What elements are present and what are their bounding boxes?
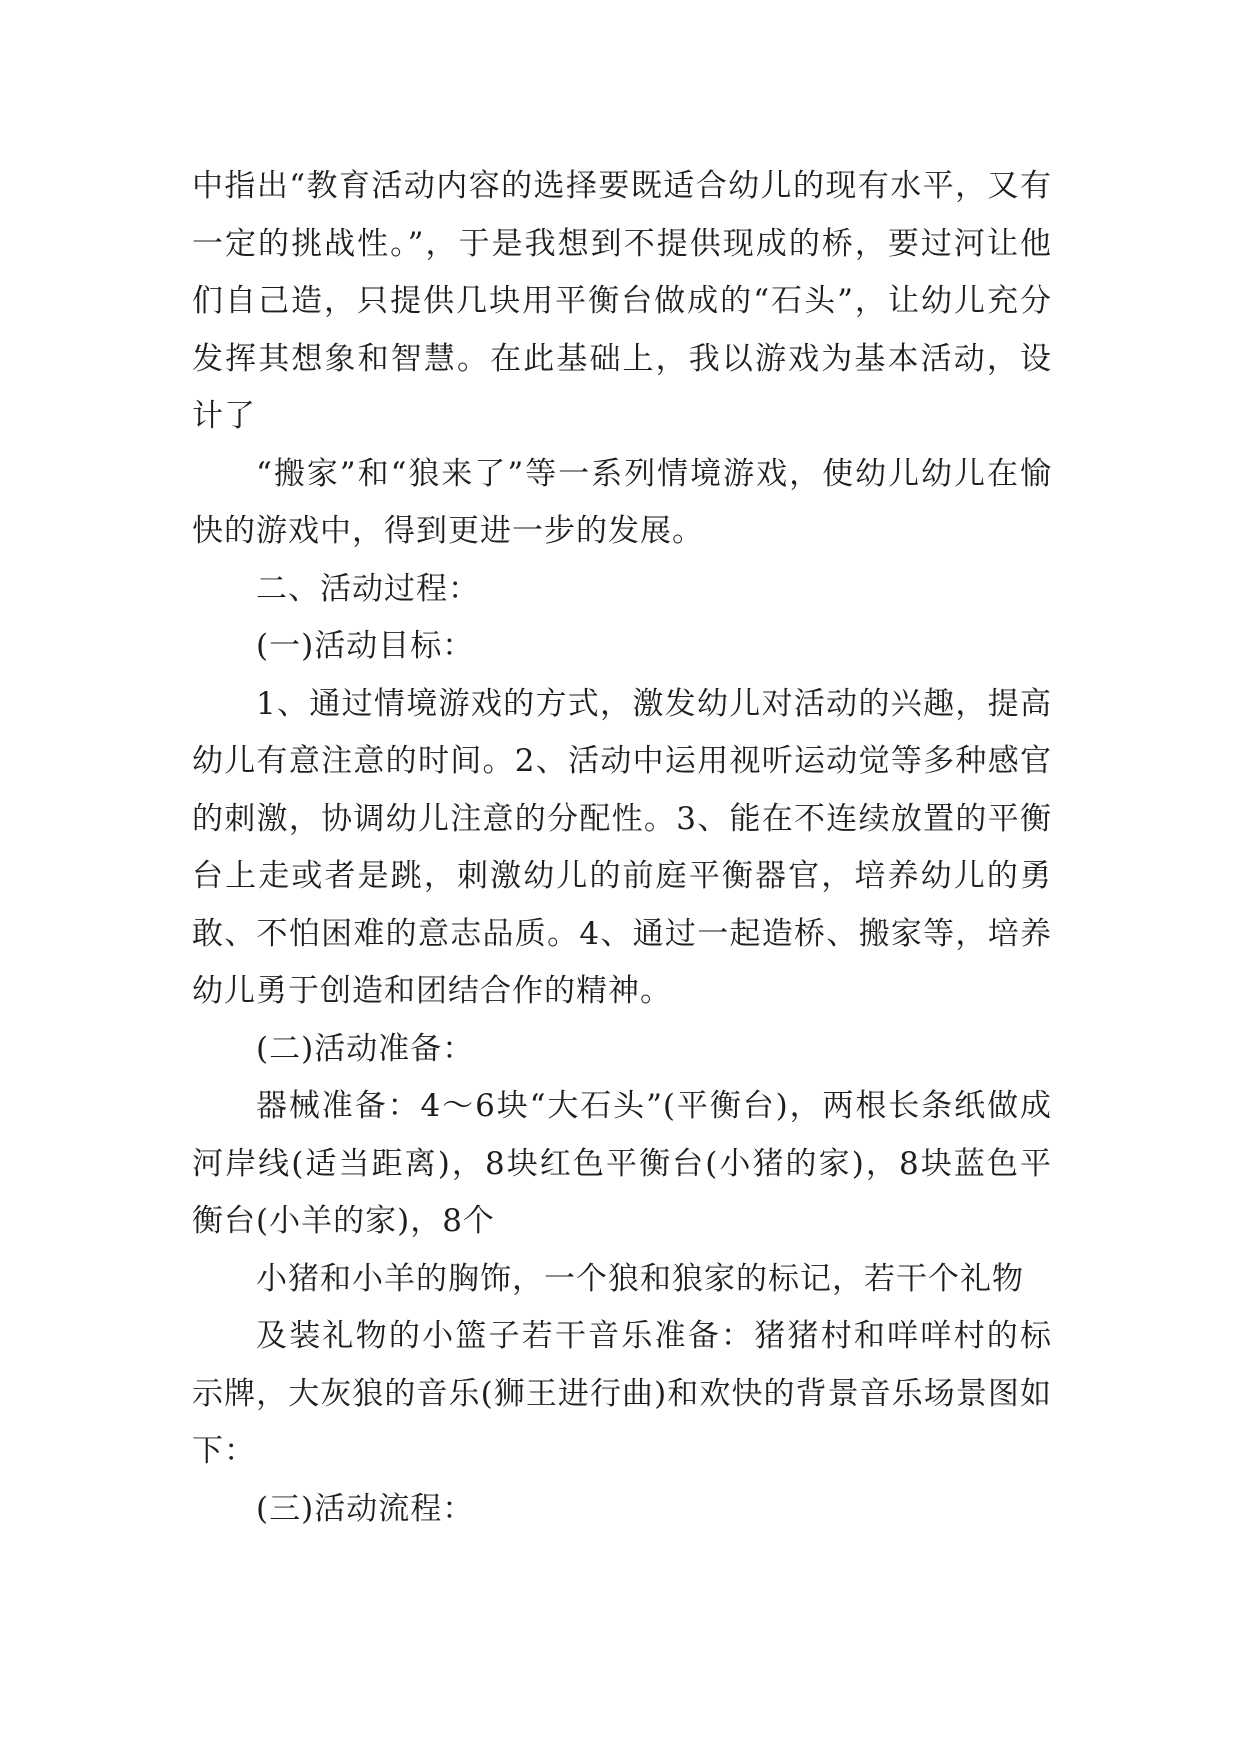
paragraph-intro-continuation: 中指出“教育活动内容的选择要既适合幼儿的现有水平，又有一定的挑战性。”，于是我想到不提供现成的桥，要过河让他们自己造，只提供几块用平衡台做成的“石头”，让幼儿充分发挥其想象和智慧。在此基础上，我以游戏为基本活动，设计了 xyxy=(192,168,1052,434)
subheading-activity-preparation: (二)活动准备： xyxy=(256,1030,475,1067)
paragraph-games: “搬家”和“狼来了”等一系列情境游戏，使幼儿幼儿在愉快的游戏中，得到更进一步的发展。 xyxy=(192,455,1052,549)
paragraph-activity-goals: 1、通过情境游戏的方式，激发幼儿对活动的兴趣，提高幼儿有意注意的时间。2、活动中运用视听运动觉等多种感官的刺激，协调幼儿注意的分配性。3、能在不连续放置的平衡台上走或者是跳，刺激幼儿的前庭平衡器官，培养幼儿的勇敢、不怕困难的意志品质。4、通过一起造桥、搬家等，培养幼儿勇于创造和团结合作的精神。 xyxy=(192,685,1052,1009)
subheading-activity-flow: (三)活动流程： xyxy=(256,1490,475,1527)
section-heading-activity-process: 二、活动过程： xyxy=(256,570,480,607)
paragraph-equipment-preparation: 器械准备：4～6块“大石头”(平衡台)，两根长条纸做成河岸线(适当距离)，8块红色平衡台(小猪的家)，8块蓝色平衡台(小羊的家)，8个 xyxy=(192,1088,1052,1239)
document-body xyxy=(192,158,1052,1538)
paragraph-music-preparation: 及装礼物的小篮子若干音乐准备：猪猪村和咩咩村的标示牌，大灰狼的音乐(狮王进行曲)和欢快的背景音乐场景图如下： xyxy=(192,1318,1052,1469)
subheading-activity-goals: (一)活动目标： xyxy=(256,628,475,664)
paragraph-badges-gifts: 小猪和小羊的胸饰，一个狼和狼家的标记，若干个礼物 xyxy=(256,1260,1024,1297)
